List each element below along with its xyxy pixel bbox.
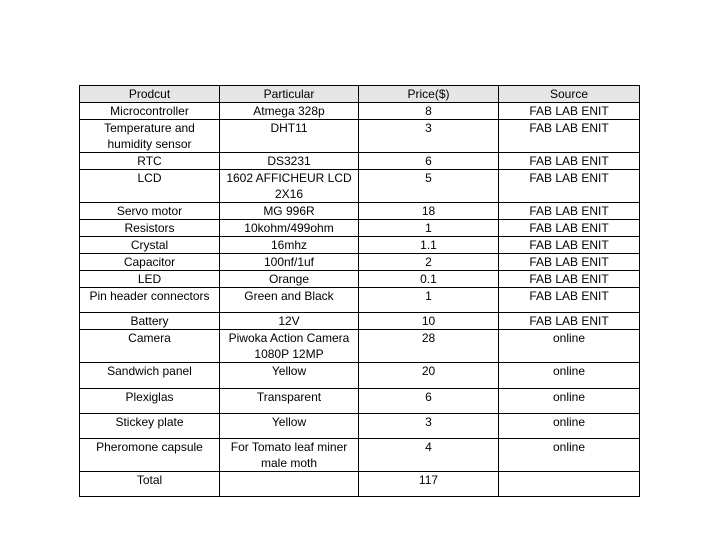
header-source: Source: [499, 86, 640, 103]
total-value: 117: [359, 472, 499, 497]
cell-product: Temperature and humidity sensor: [80, 120, 220, 153]
cell-particular: MG 996R: [220, 203, 359, 220]
table-row: [80, 330, 640, 363]
cell-source: FAB LAB ENIT: [499, 237, 640, 254]
cell-particular: Atmega 328p: [220, 103, 359, 120]
table-row: [80, 153, 640, 170]
cell-price: 6: [359, 389, 499, 414]
cell-particular: 16mhz: [220, 237, 359, 254]
cell-price: 6: [359, 153, 499, 170]
total-empty-cell: [499, 472, 640, 497]
cell-particular: 10kohm/499ohm: [220, 220, 359, 237]
table-row: [80, 288, 640, 313]
table-row: [80, 254, 640, 271]
cell-source: FAB LAB ENIT: [499, 313, 640, 330]
cell-price: 0.1: [359, 271, 499, 288]
cell-product: Servo motor: [80, 203, 220, 220]
cell-price: 1: [359, 220, 499, 237]
cell-source: online: [499, 330, 640, 363]
cell-source: online: [499, 389, 640, 414]
total-row: [80, 472, 640, 497]
cell-product: Capacitor: [80, 254, 220, 271]
cell-price: 2: [359, 254, 499, 271]
table-row: [80, 220, 640, 237]
cell-price: 10: [359, 313, 499, 330]
components-price-table: [79, 85, 640, 497]
table-row: [80, 439, 640, 472]
cell-product: Microcontroller: [80, 103, 220, 120]
cell-particular: DHT11: [220, 120, 359, 153]
cell-price: 1: [359, 288, 499, 313]
cell-price: 8: [359, 103, 499, 120]
cell-particular: 12V: [220, 313, 359, 330]
cell-price: 20: [359, 363, 499, 389]
table-row: [80, 389, 640, 414]
cell-product: LCD: [80, 170, 220, 203]
cell-source: FAB LAB ENIT: [499, 120, 640, 153]
table-row: [80, 271, 640, 288]
cell-price: 3: [359, 414, 499, 439]
cell-price: 28: [359, 330, 499, 363]
cell-source: FAB LAB ENIT: [499, 254, 640, 271]
total-label: Total: [80, 472, 220, 497]
total-empty-cell: [220, 472, 359, 497]
cell-product: Pin header connectors: [80, 288, 220, 313]
cell-source: FAB LAB ENIT: [499, 220, 640, 237]
table-row: [80, 103, 640, 120]
cell-particular: Piwoka Action Camera 1080P 12MP: [220, 330, 359, 363]
cell-particular: Green and Black: [220, 288, 359, 313]
cell-product: Sandwich panel: [80, 363, 220, 389]
table-row: [80, 170, 640, 203]
cell-particular: Yellow: [220, 414, 359, 439]
cell-product: RTC: [80, 153, 220, 170]
cell-source: FAB LAB ENIT: [499, 271, 640, 288]
cell-particular: 1602 AFFICHEUR LCD 2X16: [220, 170, 359, 203]
table-row: [80, 414, 640, 439]
cell-source: FAB LAB ENIT: [499, 288, 640, 313]
table-row: [80, 363, 640, 389]
table-row: [80, 237, 640, 254]
cell-product: Camera: [80, 330, 220, 363]
cell-price: 5: [359, 170, 499, 203]
cell-product: Crystal: [80, 237, 220, 254]
table-row: [80, 313, 640, 330]
cell-source: FAB LAB ENIT: [499, 203, 640, 220]
cell-price: 18: [359, 203, 499, 220]
cell-product: Battery: [80, 313, 220, 330]
cell-source: online: [499, 439, 640, 472]
cell-particular: Yellow: [220, 363, 359, 389]
cell-particular: Orange: [220, 271, 359, 288]
header-product: Prodcut: [80, 86, 220, 103]
header-price: Price($): [359, 86, 499, 103]
cell-source: FAB LAB ENIT: [499, 170, 640, 203]
cell-price: 3: [359, 120, 499, 153]
header-particular: Particular: [220, 86, 359, 103]
cell-product: Resistors: [80, 220, 220, 237]
cell-source: online: [499, 414, 640, 439]
cell-source: FAB LAB ENIT: [499, 103, 640, 120]
cell-product: LED: [80, 271, 220, 288]
cell-product: Plexiglas: [80, 389, 220, 414]
cell-source: online: [499, 363, 640, 389]
cell-price: 4: [359, 439, 499, 472]
table-row: [80, 120, 640, 153]
cell-particular: For Tomato leaf miner male moth: [220, 439, 359, 472]
cell-particular: 100nf/1uf: [220, 254, 359, 271]
cell-product: Stickey plate: [80, 414, 220, 439]
cell-particular: Transparent: [220, 389, 359, 414]
table-row: [80, 203, 640, 220]
cell-price: 1.1: [359, 237, 499, 254]
cell-particular: DS3231: [220, 153, 359, 170]
cell-product: Pheromone capsule: [80, 439, 220, 472]
table-header-row: [80, 86, 640, 103]
cell-source: FAB LAB ENIT: [499, 153, 640, 170]
